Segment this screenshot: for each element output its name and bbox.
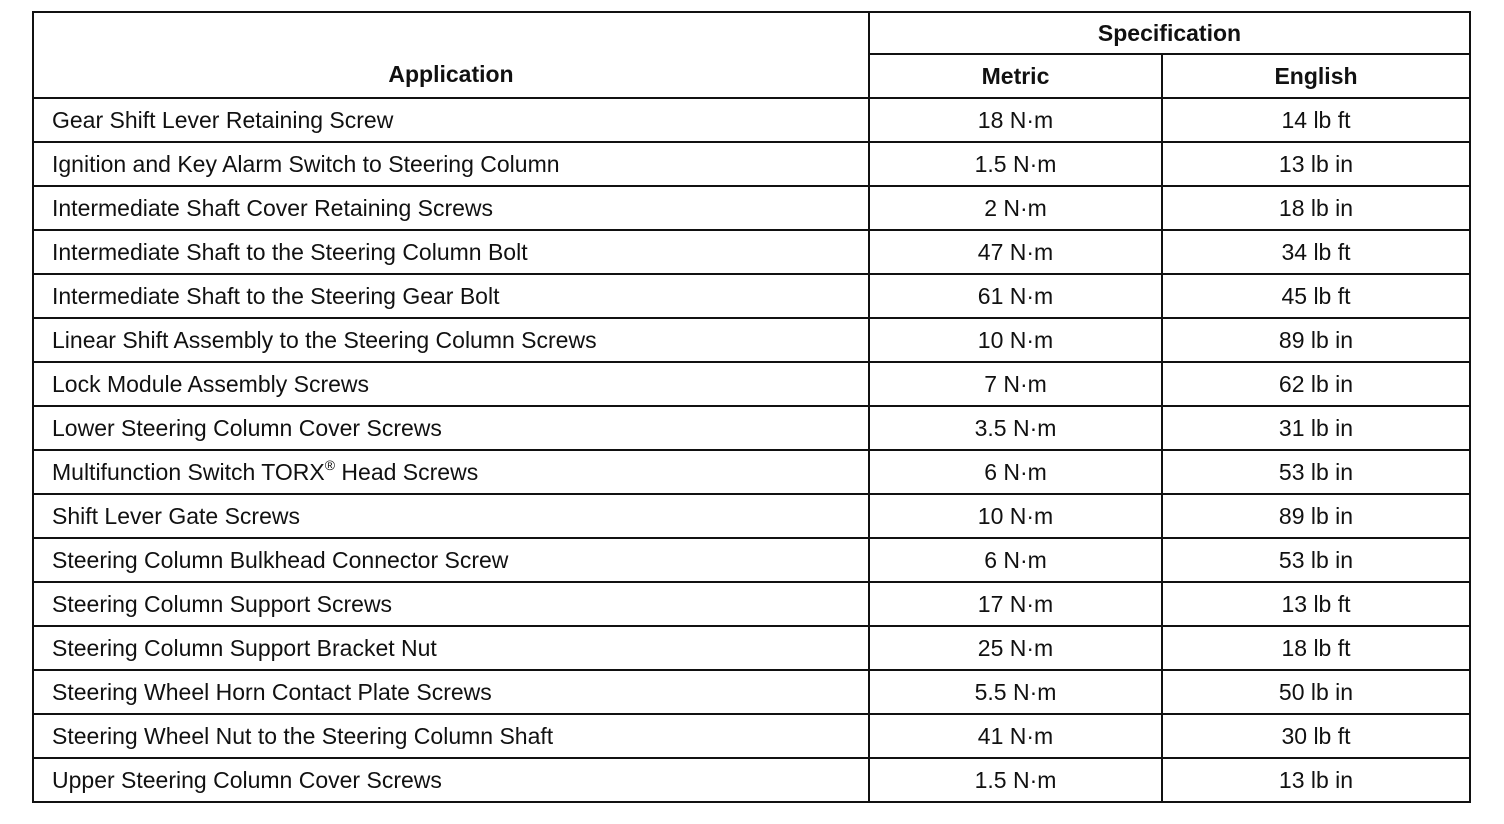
header-row-top [33,12,1470,54]
english-cell: 30 lb ft [1162,714,1470,758]
metric-cell: 41 N·m [869,714,1162,758]
metric-cell: 1.5 N·m [869,142,1162,186]
table-row [33,318,1470,362]
metric-cell: 10 N·m [869,494,1162,538]
metric-cell: 1.5 N·m [869,758,1162,802]
table-header [33,12,1470,98]
application-cell: Steering Column Support Screws [33,582,869,626]
metric-cell: 2 N·m [869,186,1162,230]
table-body [33,98,1470,802]
application-column-header: Application [33,12,869,98]
application-cell: Intermediate Shaft Cover Retaining Screws [33,186,869,230]
application-cell: Upper Steering Column Cover Screws [33,758,869,802]
english-cell: 53 lb in [1162,538,1470,582]
english-cell: 31 lb in [1162,406,1470,450]
english-cell: 89 lb in [1162,318,1470,362]
table-row [33,98,1470,142]
table-row [33,142,1470,186]
table-row [33,230,1470,274]
table-row [33,626,1470,670]
application-cell: Steering Column Support Bracket Nut [33,626,869,670]
table-row [33,538,1470,582]
registered-mark: ® [324,456,336,473]
english-cell: 62 lb in [1162,362,1470,406]
table-row [33,494,1470,538]
table-row [33,186,1470,230]
table-row [33,362,1470,406]
english-cell: 18 lb ft [1162,626,1470,670]
application-cell: Steering Wheel Nut to the Steering Column Shaft [33,714,869,758]
english-column-header: English [1162,54,1470,98]
english-cell: 45 lb ft [1162,274,1470,318]
metric-cell: 6 N·m [869,538,1162,582]
english-cell: 34 lb ft [1162,230,1470,274]
application-cell: Lower Steering Column Cover Screws [33,406,869,450]
english-cell: 14 lb ft [1162,98,1470,142]
english-cell: 13 lb in [1162,758,1470,802]
metric-cell: 5.5 N·m [869,670,1162,714]
application-cell: Intermediate Shaft to the Steering Column Bolt [33,230,869,274]
table-row [33,758,1470,802]
metric-cell: 7 N·m [869,362,1162,406]
english-cell: 53 lb in [1162,450,1470,494]
english-cell: 18 lb in [1162,186,1470,230]
table-row [33,406,1470,450]
application-cell: Ignition and Key Alarm Switch to Steering Column [33,142,869,186]
application-cell: Steering Column Bulkhead Connector Screw [33,538,869,582]
table-row [33,714,1470,758]
table-row [33,450,1470,494]
application-text-suffix: Head Screws [335,458,479,485]
table-row [33,670,1470,714]
application-cell: Steering Wheel Horn Contact Plate Screws [33,670,869,714]
metric-cell: 6 N·m [869,450,1162,494]
metric-cell: 47 N·m [869,230,1162,274]
english-cell: 13 lb in [1162,142,1470,186]
application-text: Multifunction Switch TORX [52,458,325,485]
metric-cell: 18 N·m [869,98,1162,142]
metric-cell: 17 N·m [869,582,1162,626]
application-cell: Shift Lever Gate Screws [33,494,869,538]
metric-cell: 3.5 N·m [869,406,1162,450]
fastener-torque-table [32,11,1471,803]
english-cell: 13 lb ft [1162,582,1470,626]
metric-cell: 61 N·m [869,274,1162,318]
metric-cell: 10 N·m [869,318,1162,362]
metric-cell: 25 N·m [869,626,1162,670]
metric-column-header: Metric [869,54,1162,98]
english-cell: 50 lb in [1162,670,1470,714]
application-cell: Gear Shift Lever Retaining Screw [33,98,869,142]
application-cell: Linear Shift Assembly to the Steering Column Screws [33,318,869,362]
table-row [33,582,1470,626]
application-cell: Lock Module Assembly Screws [33,362,869,406]
application-cell: Intermediate Shaft to the Steering Gear Bolt [33,274,869,318]
specification-column-header: Specification [869,12,1470,54]
application-cell [33,450,869,494]
table-row [33,274,1470,318]
english-cell: 89 lb in [1162,494,1470,538]
